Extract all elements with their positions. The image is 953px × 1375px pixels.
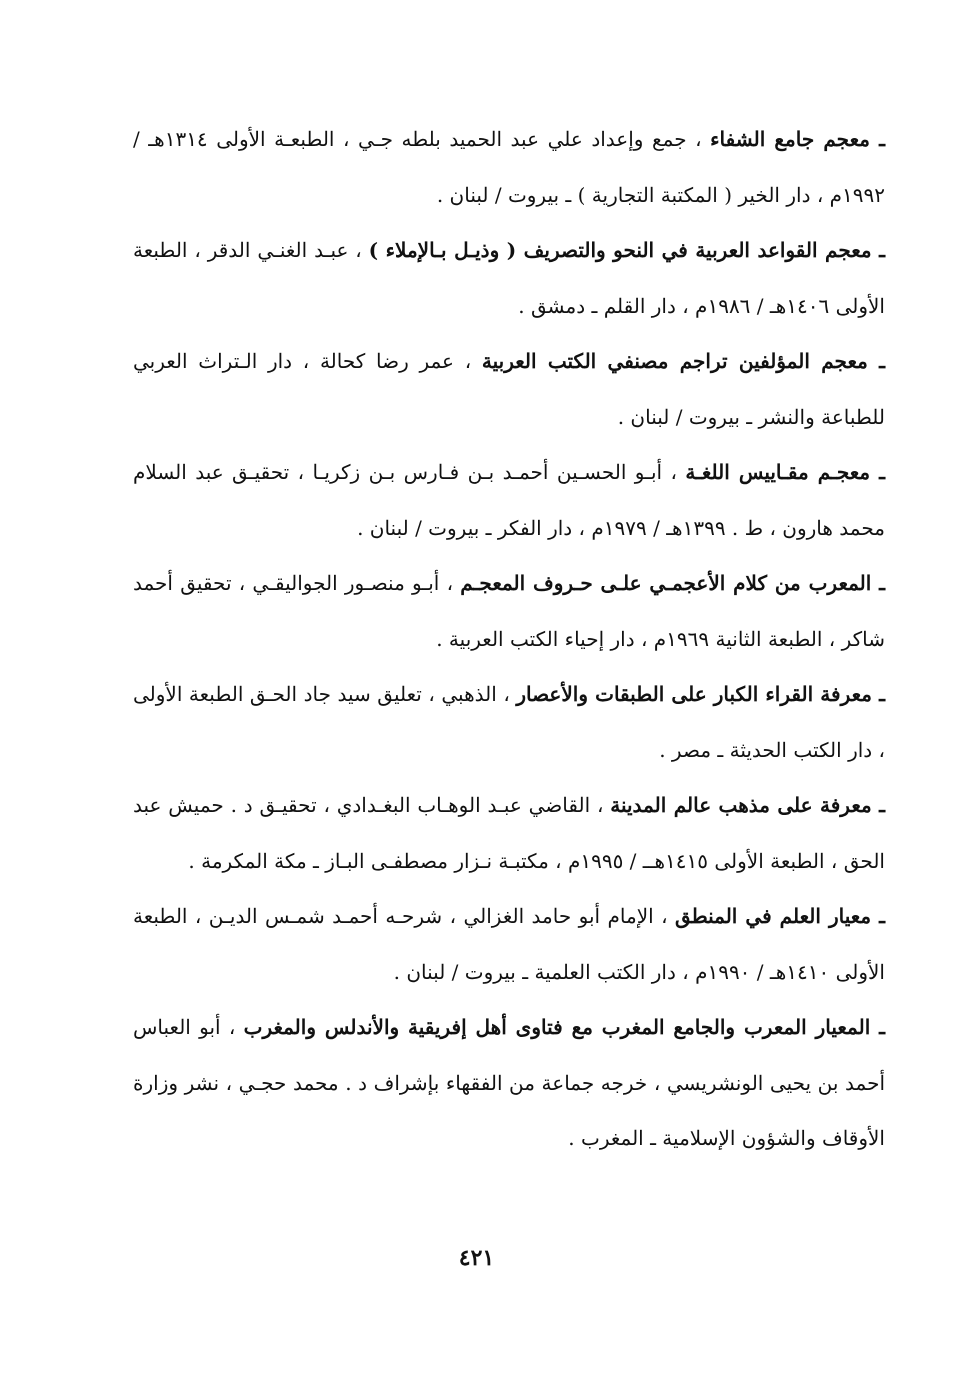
bibliography-entry — [133, 778, 885, 889]
entry-body: ، أبـو منصـور الجواليقـي ، تحقيق أحمد شاكر ، الطبعة الثانية ١٩٦٩م ، دار إحياء الكتب العربية . — [133, 571, 885, 651]
bibliography-entry — [133, 667, 885, 778]
entry-body: ، القاضي عبـد الوهـاب البغـدادي ، تحقيـق د . حميش عبد الحق ، الطبعة الأولى ١٤١٥هــ / ١٩٩٥م ، مكتبـة نـزار مصطفـى البـاز ـ مكة المكرمة . — [133, 793, 885, 873]
entry-title: ـ المعرب من كلام الأعجمـي علـى حـروف المعجـم — [460, 571, 886, 595]
bibliography-entry — [133, 889, 885, 1000]
page-number: ٤٢١ — [458, 1245, 495, 1271]
entry-body: ، الذهبي ، تعليق سيد جاد الحـق الطبعة الأولى ، دار الكتب الحديثة ـ مصر . — [133, 682, 885, 762]
bibliography-entry — [133, 445, 885, 556]
bibliography-entry — [133, 223, 885, 334]
bibliography-entry — [133, 1000, 885, 1167]
entry-body: ، جمع وإعداد علي عبد الحميد بلطه جـي ، الطبعـة الأولى ١٣١٤هـ / ١٩٩٢م ، دار الخير ( المكتبة التجارية ) ـ بيروت / لبنان . — [133, 127, 885, 207]
bibliography-entry — [133, 112, 885, 223]
entry-title: ـ معيار العلم في المنطق — [675, 904, 885, 928]
entry-title: ـ معرفة القراء الكبار على الطبقات والأعصار — [516, 682, 885, 706]
entry-title: ـ معرفة على مذهب عالم المدينة — [610, 793, 885, 817]
entry-title: ـ المعيار المعرب والجامع المغرب مع فتاوى أهل إفريقية والأندلس والمغرب — [243, 1015, 885, 1039]
entry-title: ـ معجم المؤلفين تراجم مصنفي الكتب العربية — [481, 349, 885, 373]
entry-body: ، أبـو الحسـين أحمـد بـن فـارس بـن زكريـا ، تحقيـق عبد السلام محمد هارون ، ط . ١٣٩٩هـ / ١٩٧٩م ، دار الفكر ـ بيروت / لبنان . — [133, 460, 885, 540]
entry-body: ، عبـد الغنـي الدقر ، الطبعة الأولى ١٤٠٦هـ / ١٩٨٦م ، دار القلم ـ دمشق . — [133, 238, 885, 318]
bibliography-list — [133, 112, 885, 1167]
entry-body: ، عمر رضا كحالة ، دار الـتراث العربي للطباعة والنشر ـ بيروت / لبنان . — [133, 349, 885, 429]
entry-body: ، أبو العباس أحمد بن يحيى الونشريسي ، خرجه جماعة من الفقهاء بإشراف د . محمد حجـي ، نشر وزارة الأوقاف والشؤون الإسلامية ـ المغرب . — [133, 1015, 885, 1150]
bibliography-entry — [133, 334, 885, 445]
bibliography-entry — [133, 556, 885, 667]
entry-body: ، الإمام أبو حامد الغزالي ، شرحـه أحمـد شمـس الديـن ، الطبعة الأولى ١٤١٠هـ / ١٩٩٠م ، دار الكتب العلمية ـ بيروت / لبنان . — [133, 904, 885, 984]
entry-title: ـ معجم القواعد العربية في النحو والتصريف ( وذيـل بـالإملاء ) — [368, 238, 885, 262]
entry-title: ـ معجـم مقـاييس اللغـة — [685, 460, 885, 484]
entry-title: ـ معجم جامع الشفاء — [710, 127, 885, 151]
